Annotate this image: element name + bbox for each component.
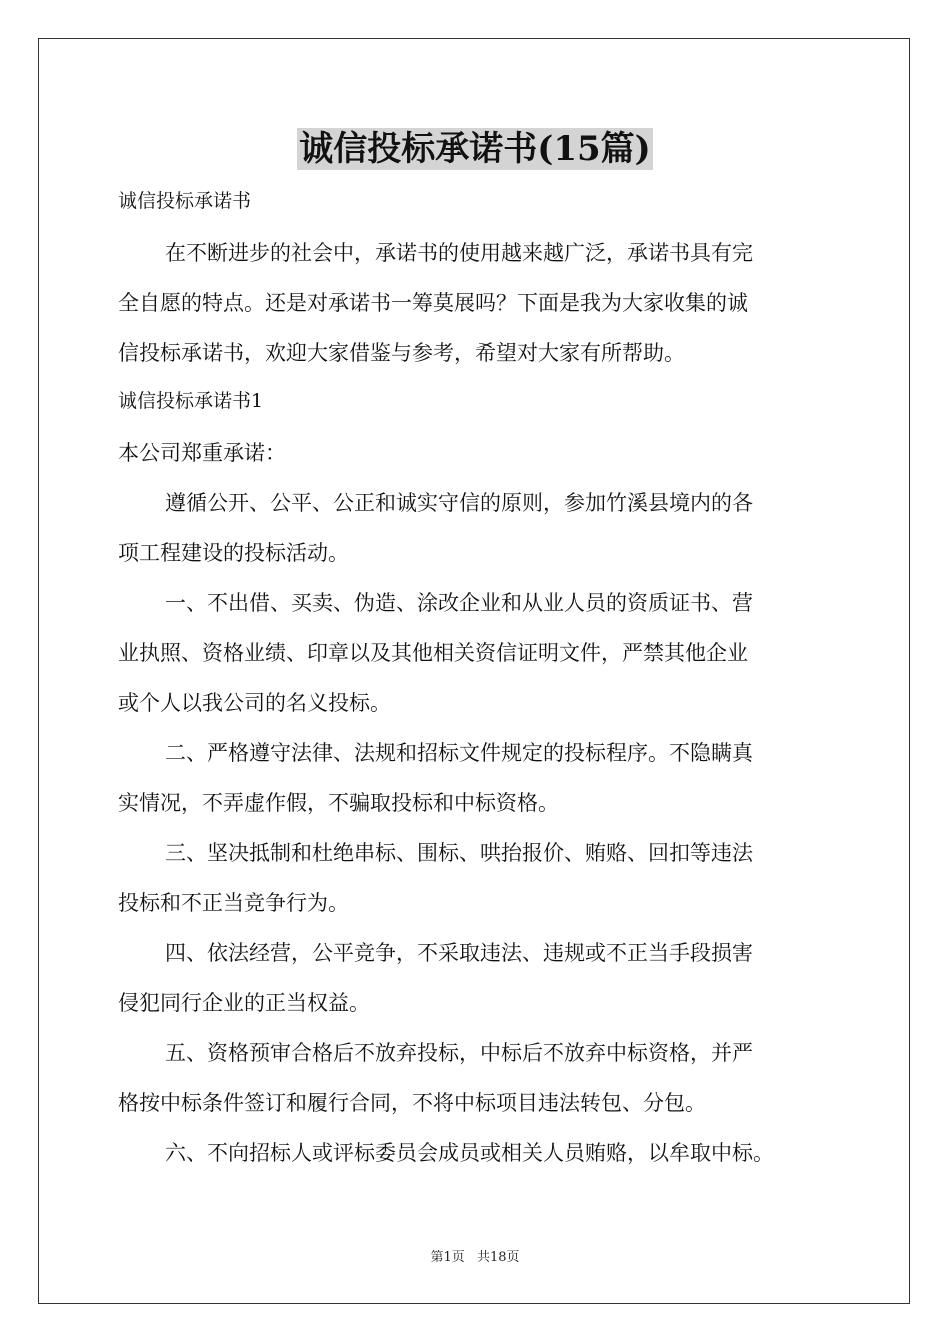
document-title: 诚信投标承诺书(15篇): [299, 129, 651, 169]
body-line: 五、资格预审合格后不放弃投标，中标后不放弃中标资格，并严: [165, 1041, 753, 1065]
body-line: 本公司郑重承诺：: [118, 441, 286, 465]
body-line: 遵循公开、公平、公正和诚实守信的原则，参加竹溪县境内的各: [165, 491, 753, 515]
body-line: 四、依法经营，公平竞争，不采取违法、违规或不正当手段损害: [165, 941, 753, 965]
page-number: 第1页: [430, 1250, 465, 1265]
body-line: 全自愿的特点。还是对承诺书一筹莫展吗？下面是我为大家收集的诚: [118, 291, 748, 315]
body-line: 三、坚决抵制和杜绝串标、围标、哄抬报价、贿赂、回扣等违法: [165, 841, 753, 865]
body-line: 在不断进步的社会中，承诺书的使用越来越广泛，承诺书具有完: [165, 241, 753, 265]
body-line: 业执照、资格业绩、印章以及其他相关资信证明文件，严禁其他企业: [118, 641, 748, 665]
body-line: 投标和不正当竞争行为。: [118, 891, 349, 915]
document-body: [118, 178, 834, 1178]
body-line: 项工程建设的投标活动。: [118, 541, 349, 565]
body-line: 格按中标条件签订和履行合同，不将中标项目违法转包、分包。: [118, 1091, 706, 1115]
body-line: 一、不出借、买卖、伪造、涂改企业和从业人员的资质证书、营: [165, 591, 753, 615]
section-heading: 诚信投标承诺书1: [118, 390, 264, 412]
body-line: 或个人以我公司的名义投标。: [118, 691, 391, 715]
body-line: 实情况，不弄虚作假，不骗取投标和中标资格。: [118, 791, 559, 815]
body-line: 信投标承诺书，欢迎大家借鉴与参考，希望对大家有所帮助。: [118, 341, 685, 365]
page-total: 共18页: [476, 1250, 520, 1265]
page-footer: [0, 1246, 950, 1265]
section-heading: 诚信投标承诺书: [118, 190, 252, 212]
body-line: 侵犯同行企业的正当权益。: [118, 991, 370, 1015]
body-line: 二、严格遵守法律、法规和招标文件规定的投标程序。不隐瞒真: [165, 741, 753, 765]
title-container: [0, 128, 950, 170]
body-line: 六、不向招标人或评标委员会成员或相关人员贿赂，以牟取中标。: [165, 1141, 774, 1165]
